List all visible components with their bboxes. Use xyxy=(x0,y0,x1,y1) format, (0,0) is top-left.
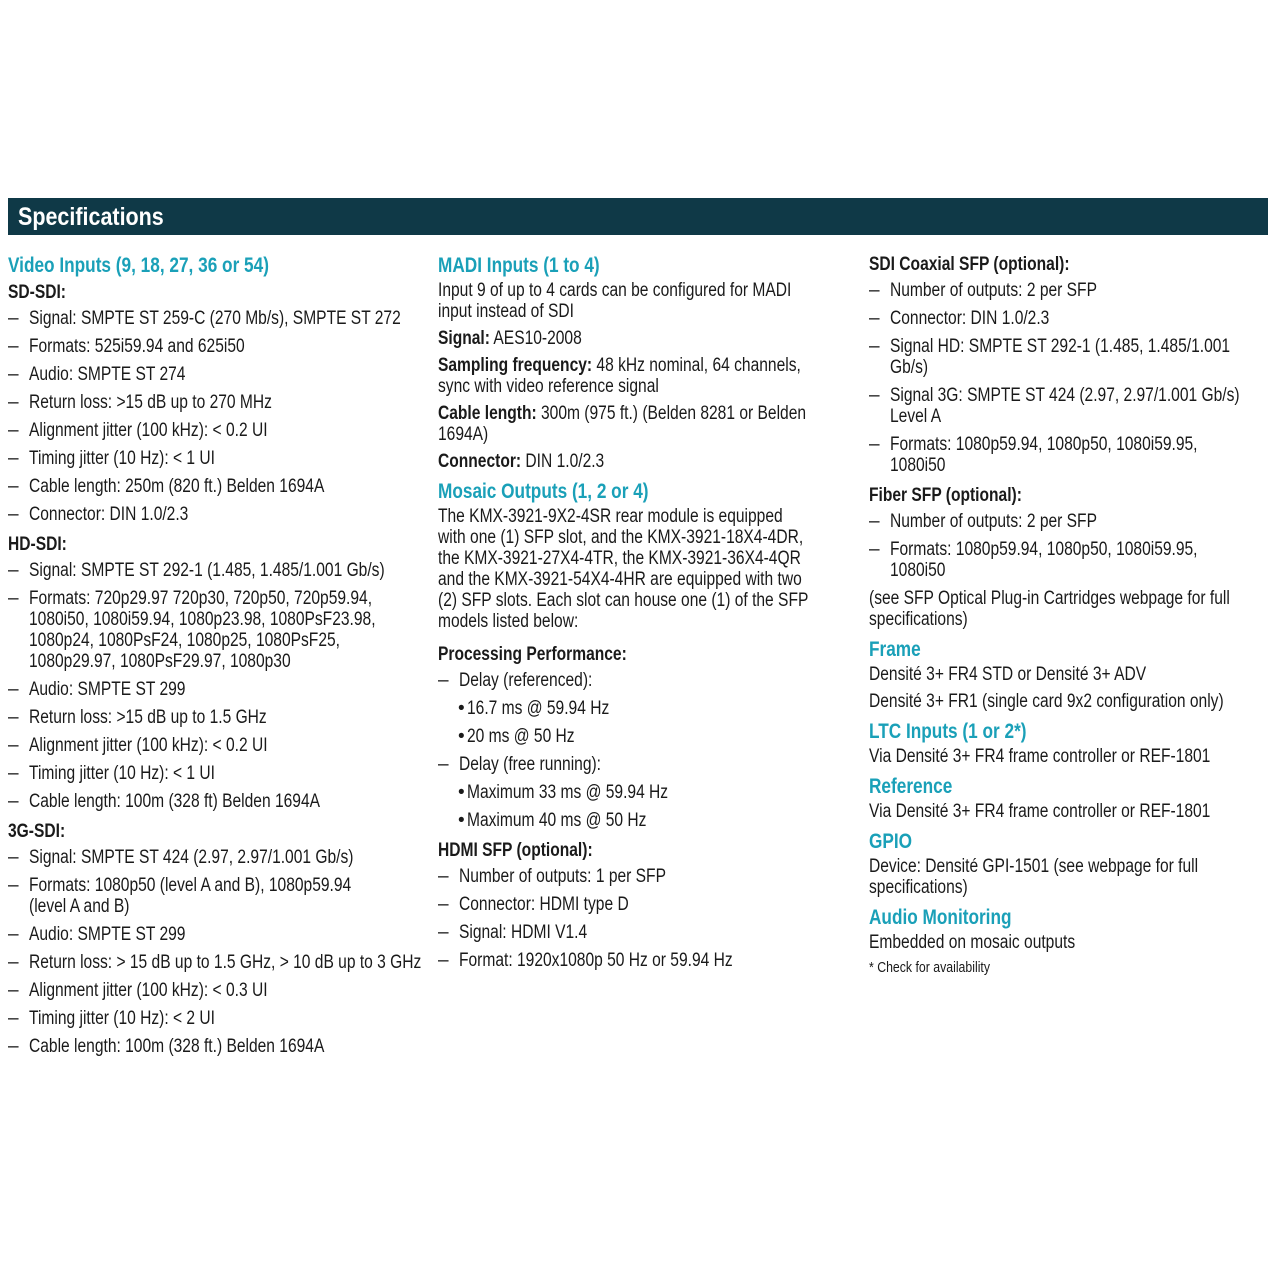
list-item: • Maximum 40 ms @ 50 Hz xyxy=(438,810,858,831)
list-item: – Connector: HDMI type D xyxy=(438,894,858,915)
processing-list-2 xyxy=(438,754,858,775)
list-item: – Signal: HDMI V1.4 xyxy=(438,922,858,943)
column-video-inputs xyxy=(8,252,428,1064)
list-item: – Formats: 720p29.97 720p30, 720p50, 720p59.94, 1080i50, 1080i59.94, 1080p23.98, 1080PsF23.98, 1080p24, 1080PsF24, 1080p25, 1080PsF25, 1080p29.97, 1080PsF29.97, 1080p30 xyxy=(8,588,428,672)
list-item: – Signal: SMPTE ST 259-C (270 Mb/s), SMPTE ST 272 xyxy=(8,308,428,329)
list-item: – Timing jitter (10 Hz): < 2 UI xyxy=(8,1008,428,1029)
reference-text: Via Densité 3+ FR4 frame controller or REF-1801 xyxy=(869,801,1211,822)
list-item: – Audio: SMPTE ST 299 xyxy=(8,679,428,700)
list-item: – Number of outputs: 2 per SFP xyxy=(869,280,1280,301)
gpio-text: Device: Densité GPI-1501 (see webpage for full specifications) xyxy=(869,856,1199,898)
list-item: – Formats: 1080p50 (level A and B), 1080p59.94 (level A and B) xyxy=(8,875,428,917)
list-item: – Cable length: 250m (820 ft.) Belden 1694A xyxy=(8,476,428,497)
madi-intro: Input 9 of up to 4 cards can be configured for MADI input instead of SDI xyxy=(438,280,792,322)
list-item: – Formats: 1080p59.94, 1080p50, 1080i59.95, 1080i50 xyxy=(869,539,1280,581)
reference-heading: Reference xyxy=(869,775,953,798)
hd-sdi-list xyxy=(8,560,428,812)
page-title: Specifications xyxy=(18,203,164,231)
list-item: – Return loss: > 15 dB up to 1.5 GHz, > 10 dB up to 3 GHz xyxy=(8,952,428,973)
list-item: – Alignment jitter (100 kHz): < 0.2 UI xyxy=(8,420,428,441)
specifications-banner xyxy=(8,198,1268,235)
3g-sdi-list xyxy=(8,847,428,1057)
column-sfp-frame xyxy=(869,252,1280,977)
madi-signal: Signal: AES10-2008 xyxy=(438,328,582,349)
list-item: – Timing jitter (10 Hz): < 1 UI xyxy=(8,448,428,469)
column-madi-mosaic xyxy=(438,252,858,978)
sd-sdi-list xyxy=(8,308,428,525)
madi-sampling: Sampling frequency: 48 kHz nominal, 64 channels, sync with video reference signal xyxy=(438,355,801,397)
list-item: – Return loss: >15 dB up to 1.5 GHz xyxy=(8,707,428,728)
delay-free-running: – Delay (free running): xyxy=(438,754,858,775)
ltc-inputs-text: Via Densité 3+ FR4 frame controller or REF-1801 xyxy=(869,746,1211,767)
gpio-heading: GPIO xyxy=(869,830,913,853)
sdi-coaxial-sfp-list xyxy=(869,280,1280,476)
list-item: – Cable length: 100m (328 ft.) Belden 1694A xyxy=(8,1036,428,1057)
frame-line-2: Densité 3+ FR1 (single card 9x2 configuration only) xyxy=(869,691,1224,712)
fiber-sfp-label: Fiber SFP (optional): xyxy=(869,485,1022,506)
frame-line-1: Densité 3+ FR4 STD or Densité 3+ ADV xyxy=(869,664,1147,685)
hd-sdi-label: HD-SDI: xyxy=(8,534,67,555)
list-item: • Maximum 33 ms @ 59.94 Hz xyxy=(438,782,858,803)
list-item: – Timing jitter (10 Hz): < 1 UI xyxy=(8,763,428,784)
audio-monitoring-text: Embedded on mosaic outputs xyxy=(869,932,1076,953)
fiber-sfp-list xyxy=(869,511,1280,581)
list-item: – Audio: SMPTE ST 299 xyxy=(8,924,428,945)
hdmi-sfp-list xyxy=(438,866,858,971)
ltc-inputs-heading: LTC Inputs (1 or 2*) xyxy=(869,720,1027,743)
mosaic-description: The KMX-3921-9X2-4SR rear module is equipped with one (1) SFP slot, and the KMX-3921-18X4-4DR, the KMX-3921-27X4-4TR, the KMX-3921-36X4-4QR and the KMX-3921-54X4-4HR are equipped with two (2) SFP slots. Each slot can house one (1) of the SFP models listed below: xyxy=(438,506,809,632)
processing-list xyxy=(438,670,858,691)
madi-cable-length: Cable length: 300m (975 ft.) (Belden 8281 or Belden 1694A) xyxy=(438,403,807,445)
video-inputs-heading: Video Inputs (9, 18, 27, 36 or 54) xyxy=(8,254,269,277)
3g-sdi-label: 3G-SDI: xyxy=(8,821,66,842)
list-item: – Connector: DIN 1.0/2.3 xyxy=(869,308,1280,329)
list-item: – Formats: 1080p59.94, 1080p50, 1080i59.95, 1080i50 xyxy=(869,434,1280,476)
list-item: • 20 ms @ 50 Hz xyxy=(438,726,858,747)
list-item: – Signal: SMPTE ST 292-1 (1.485, 1.485/1.001 Gb/s) xyxy=(8,560,428,581)
list-item: – Signal HD: SMPTE ST 292-1 (1.485, 1.485/1.001 Gb/s) xyxy=(869,336,1280,378)
list-item: – Alignment jitter (100 kHz): < 0.3 UI xyxy=(8,980,428,1001)
list-item: – Audio: SMPTE ST 274 xyxy=(8,364,428,385)
sfp-optical-note: (see SFP Optical Plug-in Cartridges webpage for full specifications) xyxy=(869,588,1230,630)
list-item: – Number of outputs: 1 per SFP xyxy=(438,866,858,887)
list-item: – Return loss: >15 dB up to 270 MHz xyxy=(8,392,428,413)
list-item: – Formats: 525i59.94 and 625i50 xyxy=(8,336,428,357)
sd-sdi-label: SD-SDI: xyxy=(8,282,67,303)
processing-performance-label: Processing Performance: xyxy=(438,644,627,665)
delay-free-values xyxy=(438,782,858,831)
sdi-coaxial-sfp-label: SDI Coaxial SFP (optional): xyxy=(869,254,1070,275)
list-item: – Alignment jitter (100 kHz): < 0.2 UI xyxy=(8,735,428,756)
list-item: – Signal: SMPTE ST 424 (2.97, 2.97/1.001 Gb/s) xyxy=(8,847,428,868)
delay-referenced-values xyxy=(438,698,858,747)
hdmi-sfp-label: HDMI SFP (optional): xyxy=(438,840,593,861)
madi-inputs-heading: MADI Inputs (1 to 4) xyxy=(438,254,600,277)
mosaic-outputs-heading: Mosaic Outputs (1, 2 or 4) xyxy=(438,480,649,503)
list-item: – Cable length: 100m (328 ft) Belden 1694A xyxy=(8,791,428,812)
frame-heading: Frame xyxy=(869,638,921,661)
madi-connector: Connector: DIN 1.0/2.3 xyxy=(438,451,605,472)
list-item: – Connector: DIN 1.0/2.3 xyxy=(8,504,428,525)
audio-monitoring-heading: Audio Monitoring xyxy=(869,906,1012,929)
list-item: • 16.7 ms @ 59.94 Hz xyxy=(438,698,858,719)
list-item: – Number of outputs: 2 per SFP xyxy=(869,511,1280,532)
list-item: – Format: 1920x1080p 50 Hz or 59.94 Hz xyxy=(438,950,858,971)
delay-referenced: – Delay (referenced): xyxy=(438,670,858,691)
availability-footnote: * Check for availability xyxy=(869,959,991,976)
list-item: – Signal 3G: SMPTE ST 424 (2.97, 2.97/1.001 Gb/s) Level A xyxy=(869,385,1280,427)
